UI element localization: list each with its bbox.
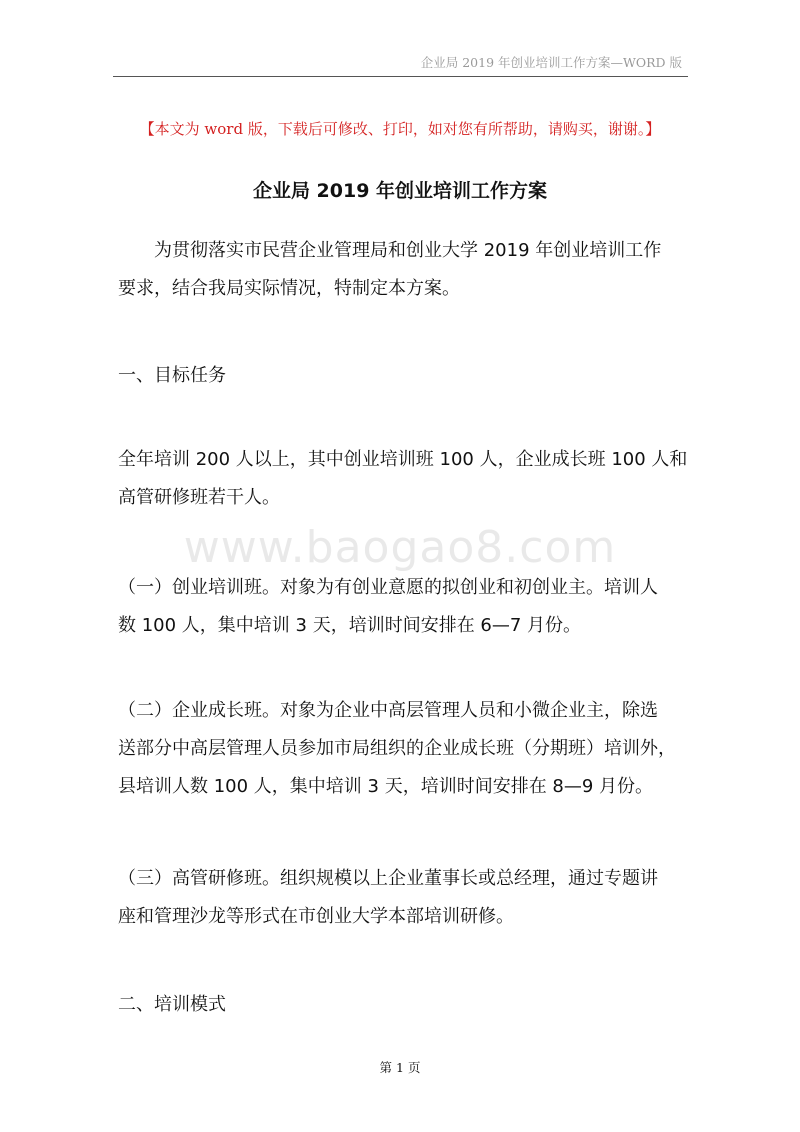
purchase-notice: 【本文为 word 版，下载后可修改、打印，如对您有所帮助，请购买，谢谢。】 (139, 120, 661, 138)
paragraph-line: 为贯彻落实市民营企业管理局和创业大学 2019 年创业培训工作 (118, 240, 662, 261)
page-number: 第 1 页 (379, 1060, 421, 1075)
paragraph-line: （三）高管研修班。组织规模以上企业董事长或总经理，通过专题讲 (118, 868, 658, 889)
intro-paragraph (118, 232, 693, 308)
section-heading-training-mode (118, 986, 693, 1024)
paragraph-line: 座和管理沙龙等形式在市创业大学本部培训研修。 (118, 906, 514, 927)
paragraph-line: 县培训人数 100 人，集中培训 3 天，培训时间安排在 8—9 月份。 (118, 776, 654, 797)
running-header: 企业局 2019 年创业培训工作方案—WORD 版 (420, 55, 682, 70)
startup-class-paragraph (118, 569, 693, 645)
paragraph-line: （一）创业培训班。对象为有创业意愿的拟创业和初创业主。培训人 (118, 577, 658, 598)
paragraph-line: 送部分中高层管理人员参加市局组织的企业成长班（分期班）培训外， (118, 738, 676, 759)
section-heading-goals (118, 357, 693, 395)
paragraph-line: 数 100 人，集中培训 3 天，培训时间安排在 6—7 月份。 (118, 615, 582, 636)
heading-text: 一、目标任务 (118, 365, 226, 386)
document-title: 企业局 2019 年创业培训工作方案 (252, 180, 548, 202)
paragraph-line: （二）企业成长班。对象为企业中高层管理人员和小微企业主，除选 (118, 700, 658, 721)
growth-class-paragraph (118, 692, 693, 806)
watermark: www.baogao8.com (183, 522, 617, 573)
heading-text: 二、培训模式 (118, 994, 226, 1015)
paragraph-line: 要求，结合我局实际情况，特制定本方案。 (118, 278, 460, 299)
paragraph-line: 全年培训 200 人以上，其中创业培训班 100 人，企业成长班 100 人和 (118, 449, 688, 470)
header-rule (113, 76, 688, 77)
paragraph-line: 高管研修班若干人。 (118, 487, 280, 508)
executive-class-paragraph (118, 860, 693, 936)
goals-paragraph (118, 441, 693, 517)
